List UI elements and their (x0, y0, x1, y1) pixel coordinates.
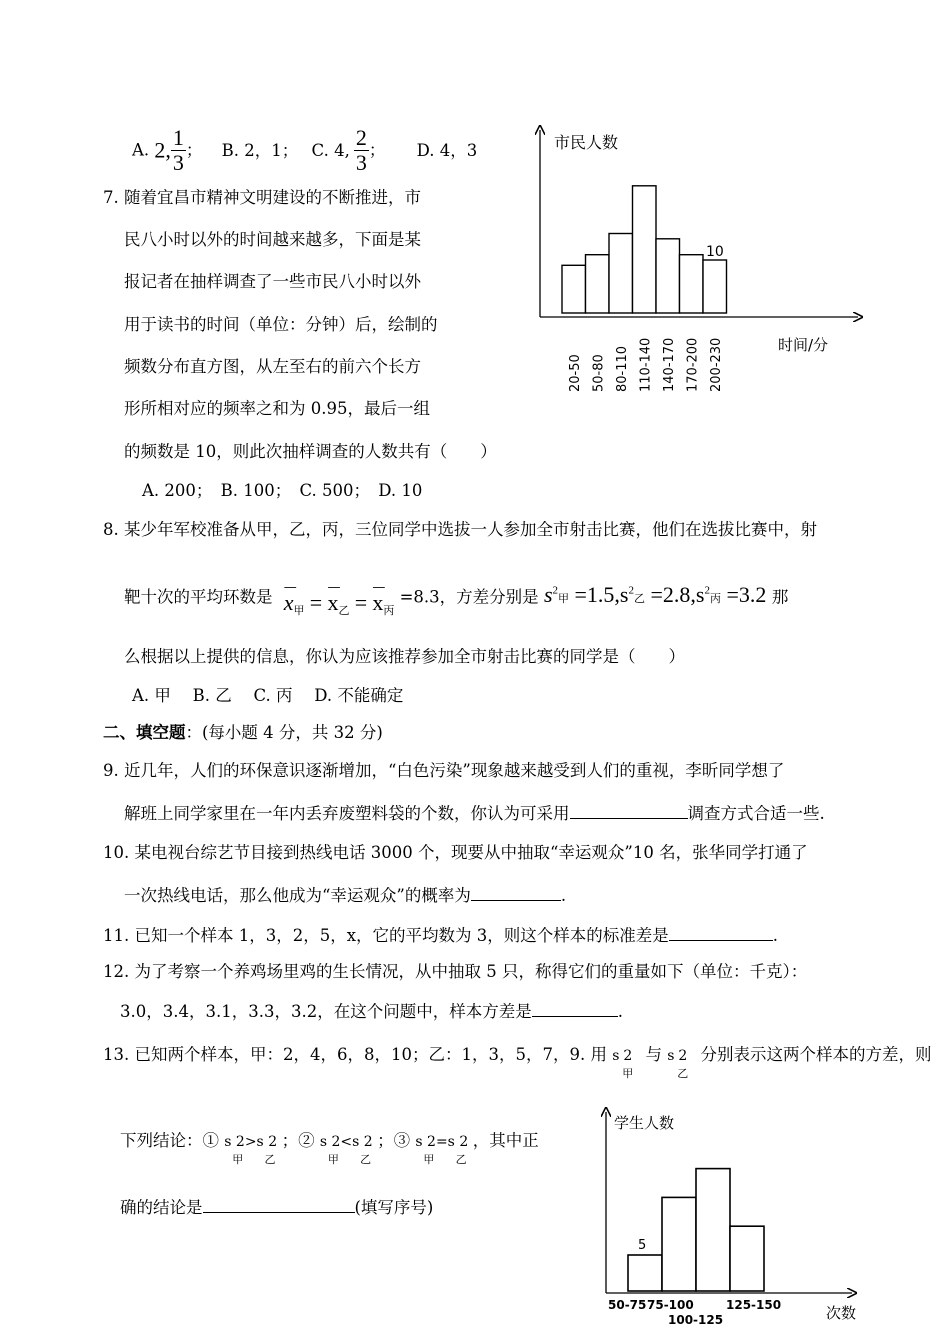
q8-options: A. 甲 B. 乙 C. 丙 D. 不能确定 (132, 686, 404, 705)
fraction-one-third: $\frac{1}{3}$ (172, 125, 184, 175)
conclusion-2: s 2 甲 <s 2 乙 (319, 1134, 373, 1166)
histogram-bar-20-50 (562, 265, 586, 313)
q7-line-6: 形所相对应的频率之和为 0.95，最后一组 (124, 399, 430, 418)
histogram-bar-110-140 (633, 186, 657, 313)
x-tick-label: 80-110 (614, 345, 630, 392)
q9-line-1: 9. 近几年，人们的环保意识逐渐增加，“白色污染”现象越来越受到人们的重视，李昕同学想了 (103, 761, 785, 780)
q8-line-1: 8. 某少年军校准备从甲，乙，丙，三位同学中选拔一人参加全市射击比赛，他们在选拔比赛中，射 (103, 520, 817, 539)
mean-jia: — $x_甲$ (283, 580, 305, 618)
x-tick-label: 110-140 (638, 337, 654, 392)
x-tick-label: 200-230 (708, 337, 724, 392)
q7-line-7: 的频数是 10，则此次抽样调查的人数共有（ ） (124, 442, 497, 461)
q10-line-1: 10. 某电视台综艺节目接到热线电话 3000 个，现要从中抽取“幸运观众”10 名，张华同学打通了 (103, 843, 808, 862)
bar-value-label: 10 (706, 244, 724, 260)
histogram-bar-50-75 (628, 1255, 662, 1291)
q7-line-1: 7. 随着宜昌市精神文明建设的不断推进，市 (103, 188, 421, 207)
q13-line-3: 确的结论是 (填写序号) (120, 1198, 434, 1217)
q8-line-2: 靶十次的平均环数是 — $x_甲$ = — $x_乙$ = — $x_丙 =8.3$，方差分别是 $s^2$甲 $=1.5,s^2$乙 $=2.8,s^2$丙 =3.2 那 (124, 580, 789, 618)
s2-jia: s 2 甲 (612, 1048, 634, 1080)
bar-value-label: 5 (638, 1238, 647, 1253)
x-axis-label: 时间/分 (778, 336, 829, 354)
fraction-two-thirds: $\frac{2}{3}$ (355, 125, 367, 175)
q11-line: 11. 已知一个样本 1，3，2，5，x，它的平均数为 3，则这个样本的标准差是 . (103, 926, 779, 945)
x-tick-label: 170-200 (685, 337, 701, 392)
q7-line-2: 民八小时以外的时间越来越多，下面是某 (124, 230, 421, 249)
x-tick-label: 50-80 (591, 354, 607, 392)
histogram-bar-50-80 (586, 255, 610, 313)
x-tick-label: 75-100 (647, 1298, 694, 1312)
q12-line-1: 12. 为了考察一个养鸡场里鸡的生长情况，从中抽取 5 只，称得它们的重量如下（单位：千克）： (103, 962, 808, 981)
mean-bing: — $x_丙$ (372, 580, 395, 618)
x-tick-label: 20-50 (567, 354, 583, 392)
q12-line-2: 3.0，3.4，3.1，3.3，3.2，在这个问题中，样本方差是 . (120, 1002, 623, 1021)
histogram-bar-80-110 (609, 234, 633, 314)
q6-options: A. 2, $\frac{1}{3}$ ； B. 2，1； C. 4, $\frac{2}{3}$ ； D. 4，3 (132, 125, 478, 175)
chart-student-count-histogram (590, 1102, 890, 1340)
histogram-bar-75-100 (662, 1197, 696, 1291)
x-tick-label: 50-75 (608, 1298, 647, 1312)
q13-answer-blank[interactable] (203, 1196, 355, 1213)
q7-line-4: 用于读书的时间（单位：分钟）后，绘制的 (124, 315, 438, 334)
section-2-heading: 二、填空题：(每小题 4 分，共 32 分) (103, 723, 383, 742)
q13-line-1: 13. 已知两个样本，甲：2，4，6，8，10；乙：1，3，5，7，9. 用 s 2 甲 与 s 2 乙 分别表示这两个样本的方差，则 (103, 1045, 932, 1080)
mean-yi: — $x_乙$ (327, 580, 350, 618)
q7-line-3: 报记者在抽样调查了一些市民八小时以外 (124, 272, 421, 291)
q12-answer-blank[interactable] (532, 1000, 618, 1017)
q11-answer-blank[interactable] (669, 924, 773, 941)
x-tick-label: 125-150 (726, 1298, 782, 1312)
variance-list: $s^2$甲 $=1.5,s^2$乙 $=2.8,s^2$丙 =3.2 (543, 582, 767, 608)
histogram-bar-100-125 (696, 1169, 730, 1291)
y-axis-label: 市民人数 (554, 133, 619, 152)
histogram-bar-125-150 (730, 1226, 764, 1291)
chart-reading-time-histogram (520, 120, 865, 400)
q13-line-2: 下列结论：① s 2 甲 >s 2 乙 ；② s 2 甲 <s 2 乙 ；③ s 2 甲 =s 2 乙 ，其中正 (120, 1131, 539, 1166)
s2-yi: s 2 乙 (667, 1048, 689, 1080)
histogram-bar-170-200 (680, 255, 704, 313)
q9-line-2: 解班上同学家里在一年内丢弃废塑料袋的个数，你认为可采用 调查方式合适一些. (124, 804, 825, 823)
q10-line-2: 一次热线电话，那么他成为“幸运观众”的概率为 . (124, 886, 567, 905)
histogram-bar-200-230 (703, 260, 727, 313)
conclusion-1: s 2 甲 >s 2 乙 (224, 1134, 278, 1166)
q8-line-3: 么根据以上提供的信息，你认为应该推荐参加全市射击比赛的同学是（ ） (124, 647, 685, 666)
conclusion-3: s 2 甲 =s 2 乙 (415, 1134, 469, 1166)
q10-answer-blank[interactable] (471, 884, 561, 901)
x-axis-label: 次数 (826, 1304, 857, 1322)
q9-answer-blank[interactable] (570, 802, 688, 819)
x-tick-label: 140-170 (661, 337, 677, 392)
q7-options: A. 200； B. 100； C. 500； D. 10 (142, 481, 423, 500)
y-axis-label: 学生人数 (614, 1114, 675, 1132)
histogram-bar-140-170 (656, 239, 680, 313)
q7-line-5: 频数分布直方图，从左至右的前六个长方 (124, 357, 421, 376)
x-tick-label: 100-125 (668, 1313, 724, 1327)
